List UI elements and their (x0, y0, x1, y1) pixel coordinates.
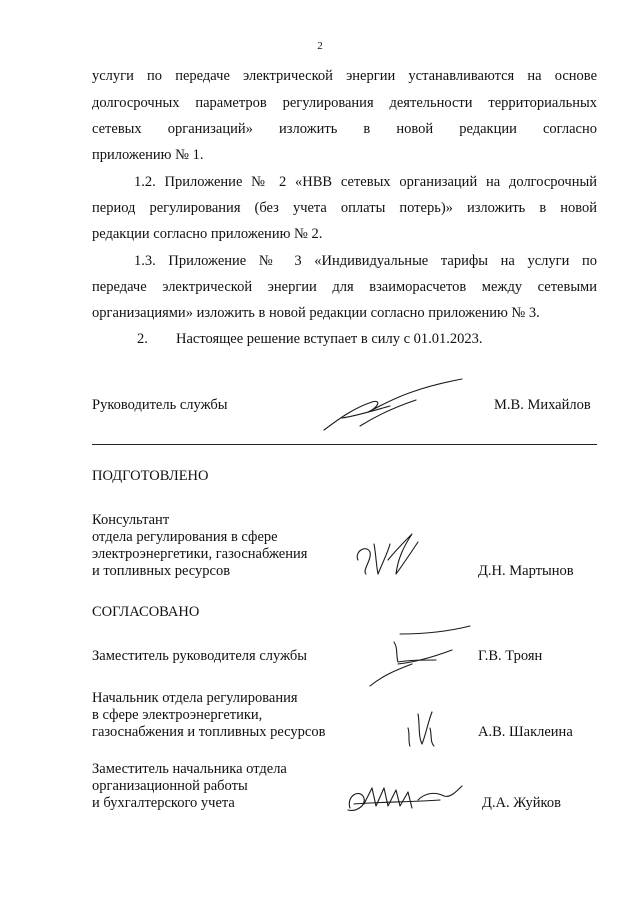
position-line: отдела регулирования в сфере (92, 529, 278, 545)
text-line: передаче электрической энергии для взаиморасчетов между сетевыми (92, 279, 597, 295)
text-line: долгосрочных параметров регулирования деятельности территориальных (92, 95, 597, 111)
text-line: 1.3. Приложение № 3 «Индивидуальные тарифы на услуги по (134, 253, 597, 269)
position-line: Заместитель руководителя службы (92, 648, 308, 664)
handwritten-signature-martynov (352, 530, 432, 580)
signer-name: Д.А. Жуйков (482, 795, 561, 811)
signer-title: Руководитель службы (92, 397, 228, 413)
text-line: приложению № 1. (92, 147, 204, 163)
position-line: в сфере электроэнергетики, (92, 707, 263, 723)
text-line: услуги по передаче электрической энергии устанавливаются на основе (92, 68, 597, 84)
handwritten-signature-troyan (360, 620, 480, 695)
signer-name: Д.Н. Мартынов (478, 563, 574, 579)
signer-name: М.В. Михайлов (494, 397, 591, 413)
handwritten-signature-head (320, 378, 470, 438)
text-line: организациями» изложить в новой редакции согласно приложению № 3. (92, 305, 540, 321)
position-line: и бухгалтерского учета (92, 795, 235, 811)
handwritten-signature-shakleina (400, 704, 450, 750)
position-line: и топливных ресурсов (92, 563, 231, 579)
page-number: 2 (317, 40, 323, 52)
section-heading: СОГЛАСОВАНО (92, 604, 200, 620)
text-line: 1.2. Приложение № 2 «НВВ сетевых организаций на долгосрочный (134, 174, 597, 190)
position-line: Заместитель начальника отдела (92, 761, 287, 777)
section-heading: ПОДГОТОВЛЕНО (92, 468, 209, 484)
text-line: период регулирования (без учета оплаты потерь)» изложить в новой (92, 200, 597, 216)
signer-name: Г.В. Троян (478, 648, 543, 664)
position-line: электроэнергетики, газоснабжения (92, 546, 308, 562)
handwritten-signature-zhuykov (340, 778, 470, 818)
text-line: редакции согласно приложению № 2. (92, 226, 323, 242)
item-text: Настоящее решение вступает в силу с 01.01.2023. (176, 331, 483, 347)
position-line: газоснабжения и топливных ресурсов (92, 724, 326, 740)
position-line: Консультант (92, 512, 170, 528)
position-line: Начальник отдела регулирования (92, 690, 298, 706)
horizontal-rule (92, 444, 597, 445)
position-line: организационной работы (92, 778, 248, 794)
signer-name: А.В. Шаклеина (478, 724, 573, 740)
item-number: 2. (137, 331, 148, 347)
text-line: сетевых организаций» изложить в новой редакции согласно (92, 121, 597, 137)
